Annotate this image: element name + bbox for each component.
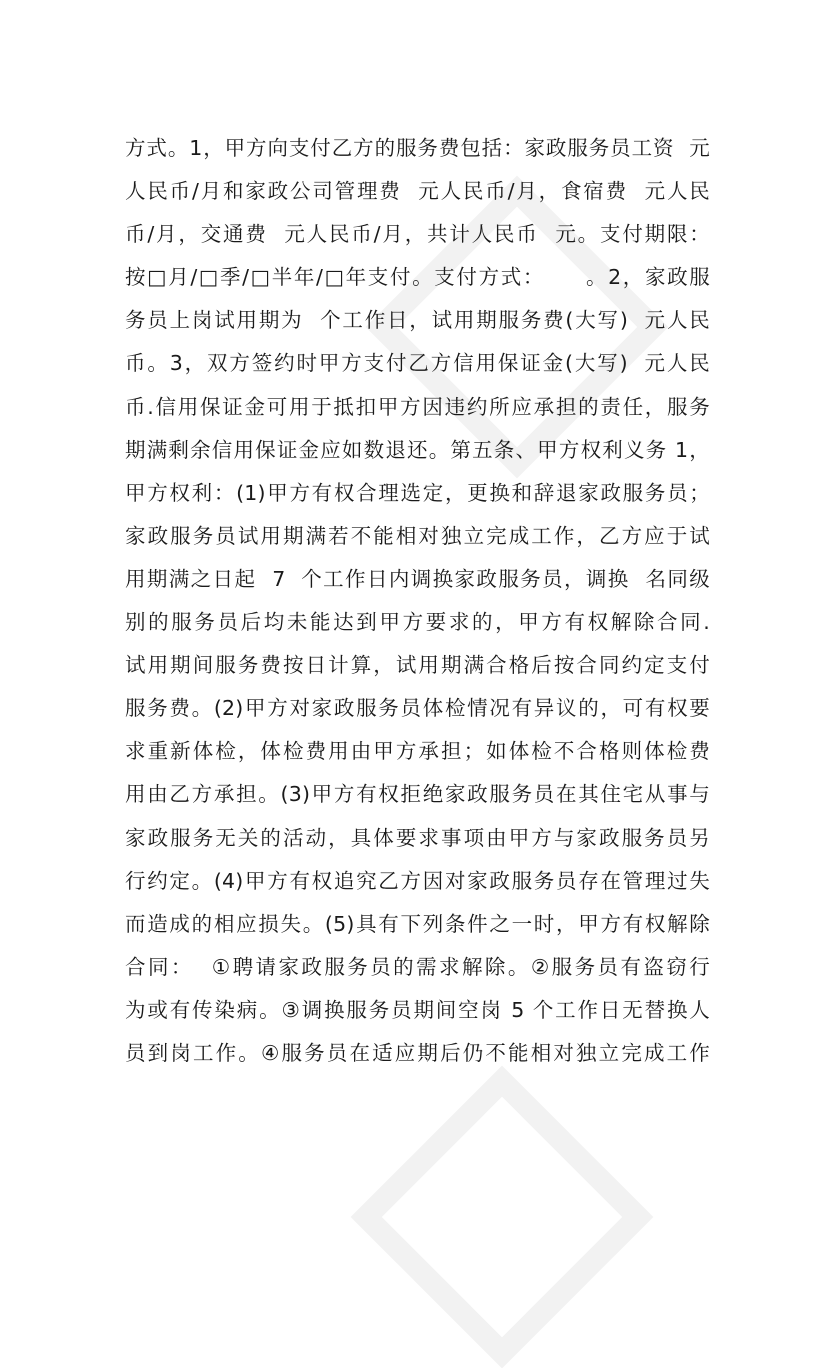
text-line-10: 家政服务员试用期满若不能相对独立完成工作，乙方应于试 (125, 523, 710, 548)
text-line-8: 期满剩余信用保证金应如数退还。第五条、甲方权利义务 1， (125, 437, 710, 462)
text-line-7: 币.信用保证金可用于抵扣甲方因违约所应承担的责任，服务 (125, 394, 710, 419)
text-line-15: 求重新体检，体检费用由甲方承担；如体检不合格则体检费 (125, 739, 710, 764)
text-line-19: 而造成的相应损失。(5)具有下列条件之一时，甲方有权解除 (125, 911, 710, 936)
text-line-4: 按□月/□季/□半年/□年支付。支付方式： 。2，家政服 (125, 265, 710, 290)
text-line-5: 务员上岗试用期为 个工作日，试用期服务费(大写) 元人民 (125, 308, 710, 333)
text-line-20: 合同： ①聘请家政服务员的需求解除。②服务员有盗窃行 (125, 954, 710, 979)
text-line-3: 币/月，交通费 元人民币/月，共计人民币 元。支付期限： (125, 222, 710, 247)
text-line-6: 币。3，双方签约时甲方支付乙方信用保证金(大写) 元人民 (125, 351, 710, 376)
text-line-12: 别的服务员后均未能达到甲方要求的，甲方有权解除合同. (125, 610, 710, 635)
document-page-body (125, 127, 710, 1075)
text-line-2: 人民币/月和家政公司管理费 元人民币/月，食宿费 元人民 (125, 179, 710, 204)
text-line-18: 行约定。(4)甲方有权追究乙方因对家政服务员存在管理过失 (125, 868, 710, 893)
text-line-16: 用由乙方承担。(3)甲方有权拒绝家政服务员在其住宅从事与 (125, 782, 710, 807)
text-line-22: 员到岗工作。④服务员在适应期后仍不能相对独立完成工作 (125, 1040, 710, 1065)
text-line-11: 用期满之日起 7 个工作日内调换家政服务员，调换 名同级 (125, 566, 710, 591)
text-line-13: 试用期间服务费按日计算，试用期满合格后按合同约定支付 (125, 653, 710, 678)
watermark-diamond-bottom (351, 1066, 654, 1368)
text-line-1: 方式。1，甲方向支付乙方的服务费包括：家政服务员工资 元 (125, 136, 710, 160)
text-line-9: 甲方权利：(1)甲方有权合理选定，更换和辞退家政服务员； (125, 480, 710, 505)
text-line-17: 家政服务无关的活动，具体要求事项由甲方与家政服务员另 (125, 825, 710, 850)
text-line-14: 服务费。(2)甲方对家政服务员体检情况有异议的，可有权要 (125, 696, 710, 721)
text-line-21: 为或有传染病。③调换服务员期间空岗 5 个工作日无替换人 (125, 997, 710, 1022)
